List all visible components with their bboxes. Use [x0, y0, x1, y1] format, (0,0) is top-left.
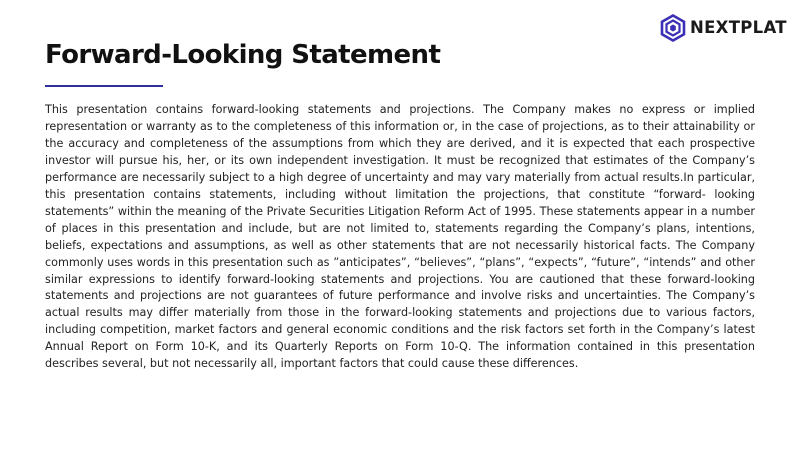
hexagon-logo-icon [660, 14, 686, 42]
brand-logo [660, 14, 787, 42]
page-title: Forward-Looking Statement [45, 40, 441, 70]
disclaimer-paragraph: This presentation contains forward-looking statements and projections. The Company makes no express or implied representation or warranty as to the completeness of this information or, in the case of projections, as to their attainability or the accuracy and completeness of the assumptions from which they are derived, and it is expected that each prospective investor will pursue his, her, or its own independent investigation. It must be recognized that estimates of the Company’s performance are necessarily subject to a high degree of uncertainty and may vary materially from actual results.In particular, this presentation contains statements, including without limitation the projections, that constitute “forward- looking statements” within the meaning of the Private Securities Litigation Reform Act of 1995. These statements appear in a number of places in this presentation and include, but are not limited to, statements regarding the Company’s plans, intentions, beliefs, expectations and assumptions, as well as other statements that are not necessarily historical facts. The Company commonly uses words in this presentation such as ”anticipates”, “believes”, “plans”, “expects”, “future”, “intends” and other similar expressions to identify forward-looking statements and projections. You are cautioned that these forward-looking statements and projections are not guarantees of future performance and involve risks and uncertainties. The Company’s actual results may differ materially from those in the forward-looking statements and projections due to various factors, including competition, market factors and general economic conditions and the risk factors set forth in the Company’s latest Annual Report on Form 10-K, and its Quarterly Reports on Form 10-Q. The information contained in this presentation describes several, but not necessarily all, important factors that could cause these differences. [45, 103, 755, 371]
title-underline [45, 85, 163, 87]
brand-name: NEXTPLAT [690, 17, 787, 37]
